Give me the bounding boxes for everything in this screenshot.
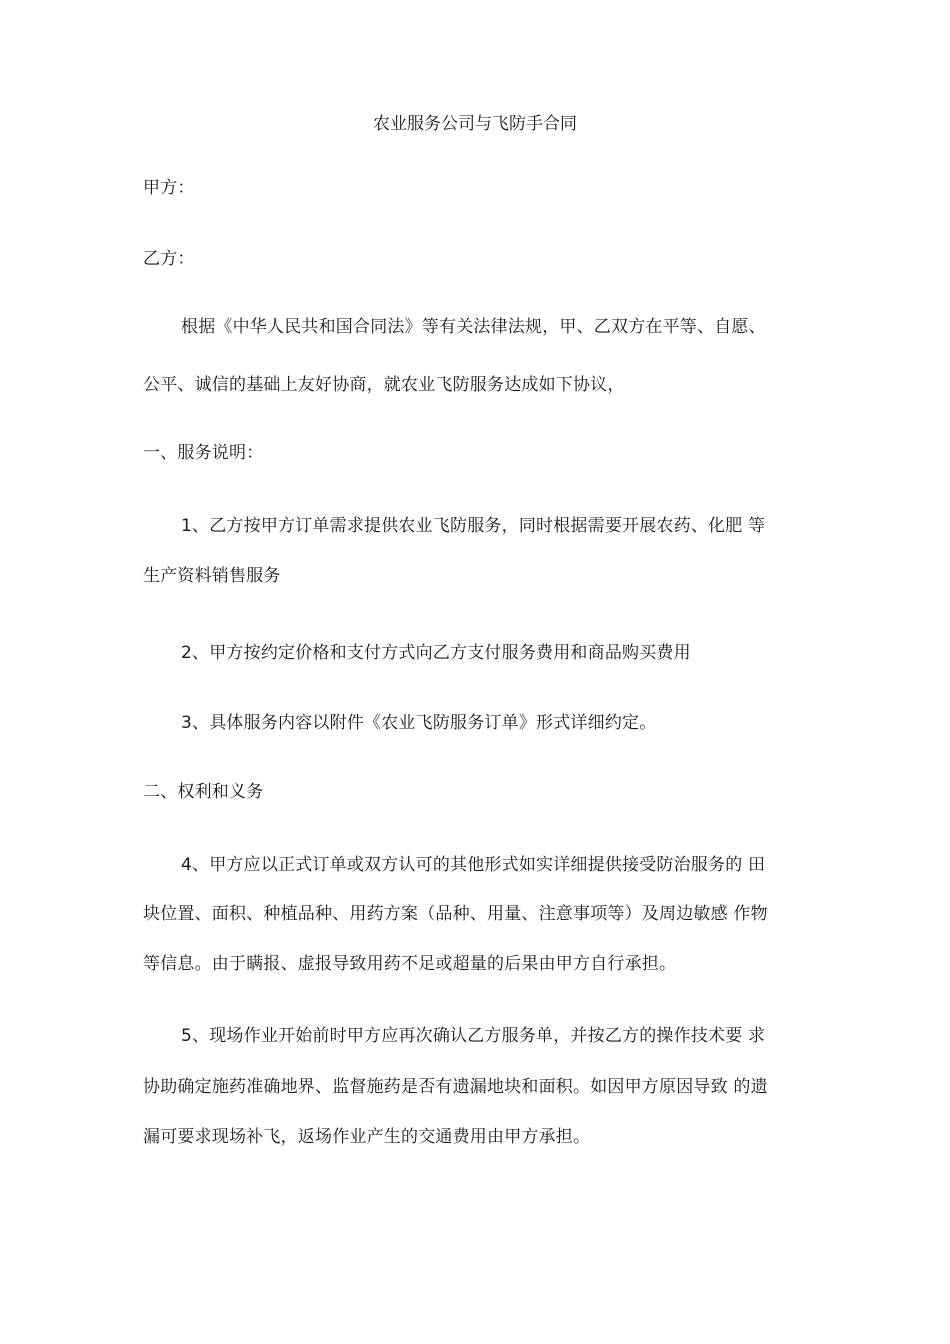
preamble-line: 公平、诚信的基础上友好协商，就农业飞防服务达成如下协议， xyxy=(143,375,625,395)
clause-1-line: 生产资料销售服务 xyxy=(143,566,281,586)
clause-3: 3、具体服务内容以附件《农业飞防服务订单》形式详细约定。 xyxy=(181,713,657,733)
clause-4-line: 4、甲方应以正式订单或双方认可的其他形式如实详细提供接受防治服务的 田 xyxy=(181,855,766,875)
clause-1-line: 1、乙方按甲方订单需求提供农业飞防服务，同时根据需要开展农药、化肥 等 xyxy=(181,516,766,536)
document-title: 农业服务公司与飞防手合同 xyxy=(373,114,577,134)
clause-5-line: 协助确定施药准确地界、监督施药是否有遗漏地块和面积。如因甲方原因导致 的遗 xyxy=(143,1077,768,1097)
party-a-label: 甲方： xyxy=(143,178,195,198)
clause-2: 2、甲方按约定价格和支付方式向乙方支付服务费用和商品购买费用 xyxy=(181,643,691,663)
section-1-heading: 一、服务说明： xyxy=(143,443,264,463)
clause-4-line: 块位置、面积、种植品种、用药方案（品种、用量、注意事项等）及周边敏感 作物 xyxy=(143,904,768,924)
clause-4-line: 等信息。由于瞒报、虚报导致用药不足或超量的后果由甲方自行承担。 xyxy=(143,954,677,974)
party-b-label: 乙方： xyxy=(143,249,195,269)
section-2-heading: 二、权利和义务 xyxy=(143,782,264,802)
clause-5-line: 5、现场作业开始前时甲方应再次确认乙方服务单，并按乙方的操作技术要 求 xyxy=(181,1026,766,1046)
clause-5-line: 漏可要求现场补飞，返场作业产生的交通费用由甲方承担。 xyxy=(143,1127,591,1147)
preamble-line: 根据《中华人民共和国合同法》等有关法律法规，甲、乙双方在平等、自愿、 xyxy=(181,317,766,337)
